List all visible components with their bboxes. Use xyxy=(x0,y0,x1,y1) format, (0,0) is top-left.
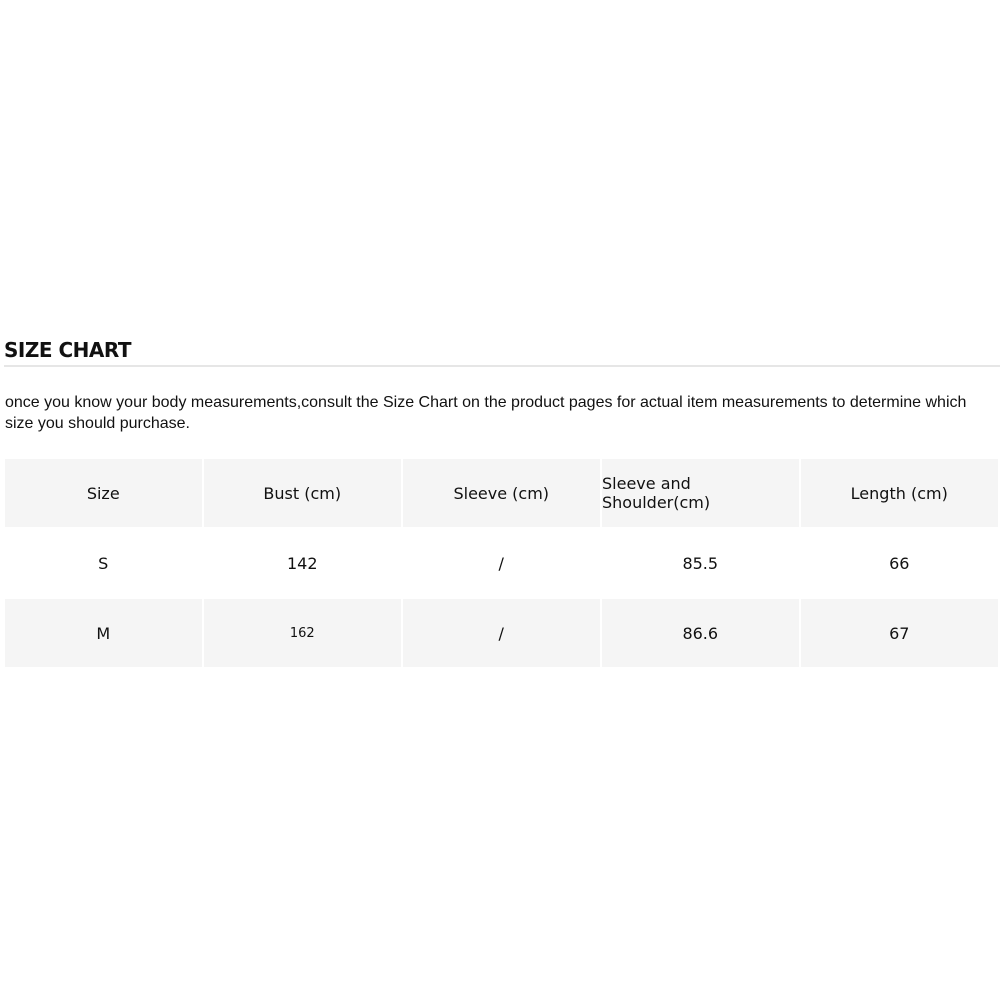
table-cell: M xyxy=(5,599,202,667)
header-cell: Size xyxy=(5,459,202,527)
table-row xyxy=(5,599,1000,667)
table-cell: S xyxy=(98,553,109,573)
page-title: SIZE CHART xyxy=(4,338,132,362)
description-text: once you know your body measurements,consult the Size Chart on the product pages for actual item measurements to determine which size you should purchase. xyxy=(5,394,967,432)
title-divider xyxy=(4,365,1000,367)
table-cell: 86.6 xyxy=(602,599,799,667)
header-cell: Sleeve and Shoulder(cm) xyxy=(602,459,799,527)
table-cell: 162 xyxy=(204,599,401,667)
table-cell: 67 xyxy=(801,599,998,667)
table-row xyxy=(5,529,1000,597)
table-cell: 85.5 xyxy=(682,553,719,573)
header-cell: Bust (cm) xyxy=(204,459,401,527)
header-cell: Sleeve (cm) xyxy=(403,459,600,527)
table-header-row xyxy=(5,459,1000,527)
table-cell: / xyxy=(498,553,504,573)
header-cell: Length (cm) xyxy=(801,459,998,527)
table-cell: 66 xyxy=(889,553,910,573)
table-cell: / xyxy=(403,599,600,667)
table-cell: 142 xyxy=(286,553,318,573)
size-chart-table xyxy=(5,459,1000,669)
